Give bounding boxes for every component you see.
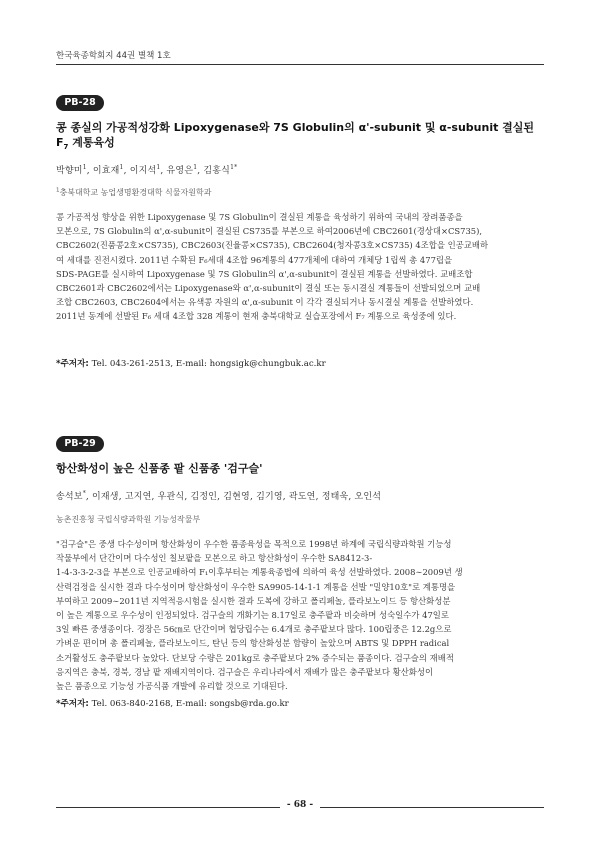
affiliation-text: 충북대학교 농업생명환경대학 식물자원학과 [59, 188, 212, 197]
author-name: 김기영 [256, 492, 283, 502]
author-name: 김현영 [223, 492, 250, 502]
affiliation [56, 514, 556, 525]
page-number-text: - 68 - [282, 800, 318, 810]
journal-header: 한국육종학회지 44권 별책 1호 [56, 51, 171, 61]
abstract-line: 산력검정을 실시한 결과 다수성이며 항산화성이 우수한 SA9905-14-1-1 계통을 선발 "밀양10호"로 계통명을 [56, 581, 456, 592]
article-title-line: 항산화성이 높은 신품종 팥 신품종 '검구슬' [56, 462, 263, 475]
author-affiliation-marker: 1 [193, 164, 198, 171]
contact-info [56, 357, 556, 369]
author-name: 고지연 [124, 492, 152, 502]
title-generation: F [56, 136, 64, 149]
author-separator: , [160, 166, 167, 176]
article-title [56, 461, 556, 476]
author-name: 이재생 [92, 492, 119, 502]
author-separator: , [184, 492, 191, 502]
author-name: 정태욱 [321, 492, 349, 502]
abstract-line: 가벼운 편이며 총 폴리페놀, 플라보노이드, 탄닌 등의 항산화성분 함량이 높았으며 ABTS 및 DPPH radical [56, 638, 450, 649]
abstract-line: CBC2602(진품콩2호×CS735), CBC2603(진율콩×CS735), CBC2604(청자콩3호×CS735) 4조합을 인공교배하 [56, 240, 489, 251]
article-title-line: 콩 종실의 가공적성강화 Lipoxygenase와 7S Globulin의 α'-subunit 및 α-subunit 결실된 [56, 121, 535, 134]
affiliation-text: 농촌진흥청 국립식량과학원 기능성작물부 [56, 515, 201, 524]
abstract-line: CBC2601과 CBC2602에서는 Lipoxygenase와 α',α-subunit이 결실 또는 동시결실 계통들이 선발되었으며 교배 [56, 283, 481, 294]
author-name: 김홍식 [203, 166, 231, 176]
author-name: 김정인 [190, 492, 218, 502]
author-affiliation-marker: 1 [82, 164, 87, 171]
title-rest: 계통육성 [68, 136, 115, 149]
author-separator: , [217, 492, 224, 502]
contact-info [56, 697, 556, 709]
affiliation-marker: 1 [56, 187, 60, 194]
author-separator: , [118, 492, 125, 502]
author-name: 송석보 [56, 492, 83, 502]
abstract-line: 조합 CBC2603, CBC2604에서는 유색콩 자원의 α',α-subunit 이 각각 결실되거나 동시결실 계통을 선발하였다. [56, 297, 474, 308]
author-name: 오인석 [354, 492, 382, 502]
header-rule [56, 64, 544, 65]
article-title-line [56, 135, 556, 155]
author-separator: , [249, 492, 257, 502]
abstract-line: 높은 품종으로 기능성 가공식품 개발에 유리할 것으로 기대된다. [56, 681, 288, 692]
abstract-line: SDS-PAGE를 실시하여 Lipoxygenase 및 7S Globulin의 α',α-subunit이 결실된 계통을 선발하였다. 교배조합 [56, 268, 473, 279]
abstract-line: 3일 빠른 중생종이다. 경장은 56㎝로 단간이며 협당립수는 6.4개로 충주팥보다 많다. 100립중은 12.2g으로 [56, 624, 452, 635]
abstract-line: 소거활성도 충주팥보다 높았다. 단보당 수량은 201kg로 충주팥보다 2% 증수되는 품종이다. 검구슬의 재배적 [56, 652, 454, 663]
contact-label: *주저자: [56, 699, 89, 709]
abstract [56, 537, 546, 693]
abstract-line: 작물부에서 단간이며 다수성인 칠보팥을 모본으로 하고 항산화성이 우수한 SA8412-3- [56, 553, 373, 564]
author-name: 이효재 [92, 166, 120, 176]
author-separator: , [123, 166, 130, 176]
author-separator: , [151, 492, 158, 502]
author-affiliation-marker: 1 [119, 164, 124, 171]
author-separator: , [197, 166, 204, 176]
abstract-line: 모본으로, 7S Globulin의 α',α-subunit이 결실된 CS735를 부본으로 하여2006년에 CBC2601(경상대×CS735), [56, 226, 483, 237]
abstract-line: 이 높은 계통으로 우수성이 인정되었다. 검구슬의 개화기는 8.17일로 충주팥과 비슷하며 성숙일수가 47일로 [56, 610, 449, 621]
abstract-line: 콩 가공적성 향상을 위한 Lipoxygenase 및 7S Globulin이 결실된 계통을 육성하기 위하여 국내의 장려품종을 [56, 212, 463, 222]
abstract-line: "검구슬"은 중생 다수성이며 항산화성이 우수한 품종육성을 목적으로 1998년 하계에 국립식량과학원 기능성 [56, 539, 452, 549]
abstract-line: 응지역은 충북, 경북, 경남 팥 재배지역이다. 검구슬은 우리나라에서 재배가 많은 충주팥보다 황산화성이 [56, 666, 434, 677]
abstract-line: 2011년 동계에 선발된 F₆ 세대 4조합 328 계통이 현재 충북대학교 실습포장에서 F₇ 계통으로 육성중에 있다. [56, 311, 457, 322]
author-affiliation-marker: 1* [230, 164, 238, 171]
author-name: 유영은 [166, 166, 194, 176]
author-name: 이지석 [129, 166, 157, 176]
article-badge: PB-28 [56, 95, 104, 111]
author-name: 곽도연 [288, 492, 316, 502]
page-number [0, 800, 600, 810]
contact-text: Tel. 063-840-2168, E-mail: songsb@rda.go.kr [88, 699, 289, 709]
abstract-line: 여 세대를 진전시켰다. 2011년 수확된 F₆세대 4조합 96계통의 477개체에 대하여 개체당 1립씩 총 477립을 [56, 254, 453, 265]
author-affiliation-marker: 1 [156, 164, 161, 171]
author-separator: , [282, 492, 289, 502]
author-list [56, 163, 556, 176]
article-title [56, 120, 556, 155]
article-badge: PB-29 [56, 436, 104, 452]
affiliation [56, 187, 556, 198]
abstract [56, 210, 546, 324]
author-separator: , [85, 492, 93, 502]
author-separator: , [348, 492, 355, 502]
contact-label: *주저자: [56, 359, 89, 369]
title-generation-sub: 7 [63, 143, 69, 152]
author-separator: , [86, 166, 93, 176]
author-affiliation-marker: * [82, 490, 86, 497]
contact-text: Tel. 043-261-2513, E-mail: hongsigk@chungbuk.ac.kr [88, 359, 326, 369]
author-name: 박향미 [56, 166, 83, 176]
abstract-line: 부여하고 2009∼2011년 지역적응시험을 실시한 결과 도복에 강하고 폴리페놀, 플라보노이드 등 항산화성분 [56, 595, 451, 606]
author-name: 우관식 [157, 492, 185, 502]
author-list [56, 489, 556, 502]
author-separator: , [315, 492, 322, 502]
abstract-line: 1-4-3-3-2-3을 부본으로 인공교배하여 F₁이후부터는 계통육종법에 의하여 육성 선발하였다. 2008∼2009년 생 [56, 567, 463, 578]
